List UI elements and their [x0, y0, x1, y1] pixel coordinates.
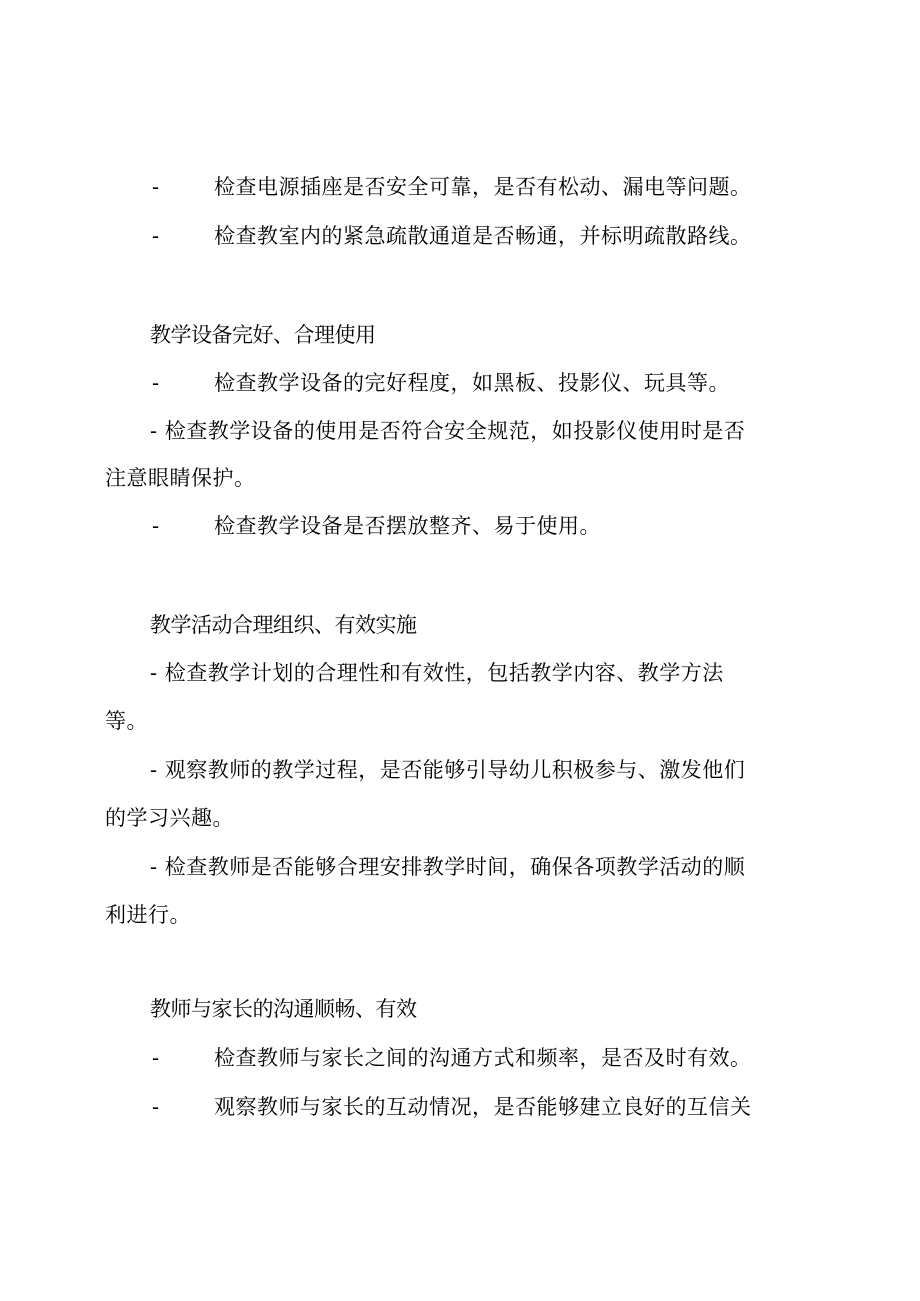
bullet-dash: - [152, 371, 160, 395]
paragraph-line: 的学习兴趣。 [105, 806, 234, 830]
bullet-text: 检查教师与家长之间的沟通方式和频率，是否及时有效。 [214, 1046, 752, 1070]
section-heading: 教学设备完好、合理使用 [150, 323, 376, 347]
bullet-text: 检查电源插座是否安全可靠，是否有松动、漏电等问题。 [214, 175, 752, 199]
bullet-dash: - [152, 224, 160, 248]
paragraph-line: - 检查教师是否能够合理安排教学时间，确保各项教学活动的顺 [150, 855, 746, 879]
bullet-dash: - [152, 514, 160, 538]
bullet-text: 检查教学设备的完好程度，如黑板、投影仪、玩具等。 [214, 371, 730, 395]
paragraph-line: 利进行。 [105, 903, 191, 927]
bullet-dash: - [152, 1046, 160, 1070]
paragraph-line: - 观察教师的教学过程，是否能够引导幼儿积极参与、激发他们 [150, 758, 746, 782]
bullet-dash: - [152, 1095, 160, 1119]
paragraph-line: - 检查教学设备的使用是否符合安全规范，如投影仪使用时是否 [150, 419, 746, 443]
section-heading: 教师与家长的沟通顺畅、有效 [150, 997, 417, 1021]
section-heading: 教学活动合理组织、有效实施 [150, 613, 417, 637]
bullet-text: 观察教师与家长的互动情况，是否能够建立良好的互信关 [214, 1095, 752, 1119]
bullet-text: 检查教室内的紧急疏散通道是否畅通，并标明疏散路线。 [214, 224, 752, 248]
paragraph-line: 注意眼睛保护。 [105, 466, 256, 490]
paragraph-line: 等。 [105, 709, 148, 733]
bullet-dash: - [152, 175, 160, 199]
bullet-text: 检查教学设备是否摆放整齐、易于使用。 [214, 514, 601, 538]
paragraph-line: - 检查教学计划的合理性和有效性，包括教学内容、教学方法 [150, 661, 724, 685]
